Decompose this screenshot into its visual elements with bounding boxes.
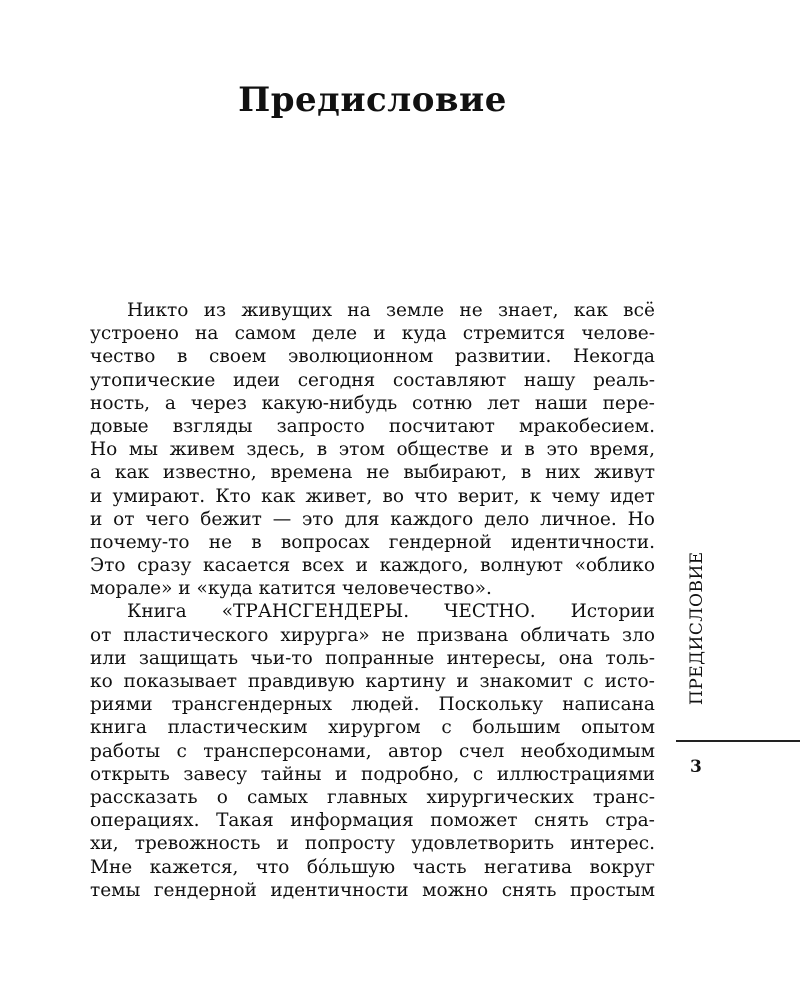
text-line: открыть завесу тайны и подробно, с иллюстрациями: [90, 763, 655, 785]
text-line: почему-то не в вопросах гендерной идентичности.: [90, 531, 655, 553]
text-line: устроено на самом деле и куда стремится челове-: [90, 323, 655, 345]
running-head: ПРЕДИСЛОВИЕ: [687, 551, 707, 705]
text-line: ко показывает правдивую картину и знакомит с исто-: [90, 671, 655, 692]
text-line: рассказать о самых главных хирургических транс-: [90, 786, 655, 808]
text-line: Это сразу касается всех и каждого, волнуют «облико: [90, 555, 655, 577]
text-line: книга пластическим хирургом с большим опытом: [90, 717, 655, 739]
text-line: от пластического хирурга» не призвана обличать зло: [90, 624, 655, 646]
text-line: довые взгляды запросто посчитают мракобесием.: [90, 415, 655, 437]
text-line: чество в своем эволюционном развитии. Некогда: [90, 346, 655, 368]
text-line: Никто из живущих на земле не знает, как всё: [127, 300, 655, 321]
text-line: риями трансгендерных людей. Поскольку написана: [90, 694, 655, 716]
text-line: операциях. Такая информация поможет снять стра-: [90, 810, 655, 832]
text-line: Но мы живем здесь, в этом обществе и в это время,: [90, 439, 655, 461]
text-line: а как известно, времена не выбирают, в них живут: [90, 462, 655, 484]
running-head-rule: [676, 740, 800, 742]
text-line: и умирают. Кто как живет, во что верит, к чему идет: [90, 485, 655, 507]
page-number: 3: [690, 757, 702, 777]
body-text: [90, 299, 655, 902]
text-line: темы гендерной идентичности можно снять простым: [90, 879, 655, 901]
text-line: утопические идеи сегодня составляют нашу реаль-: [90, 369, 655, 391]
text-line: хи, тревожность и попросту удовлетворить интерес.: [90, 833, 655, 855]
text-line: ность, а через какую-нибудь сотню лет наши пере-: [90, 392, 655, 414]
text-line: или защищать чьи-то попранные интересы, она толь-: [90, 647, 655, 669]
text-line: и от чего бежит — это для каждого дело личное. Но: [90, 508, 655, 530]
page-title: Предисловие: [238, 80, 507, 120]
text-line: Мне кажется, что бóльшую часть негатива вокруг: [90, 856, 655, 878]
text-line: работы с трансперсонами, автор счел необходимым: [90, 740, 655, 762]
text-line: Книга «ТРАНСГЕНДЕРЫ. ЧЕСТНО. Истории: [127, 601, 655, 623]
text-line: морале» и «куда катится человечество».: [90, 578, 492, 600]
